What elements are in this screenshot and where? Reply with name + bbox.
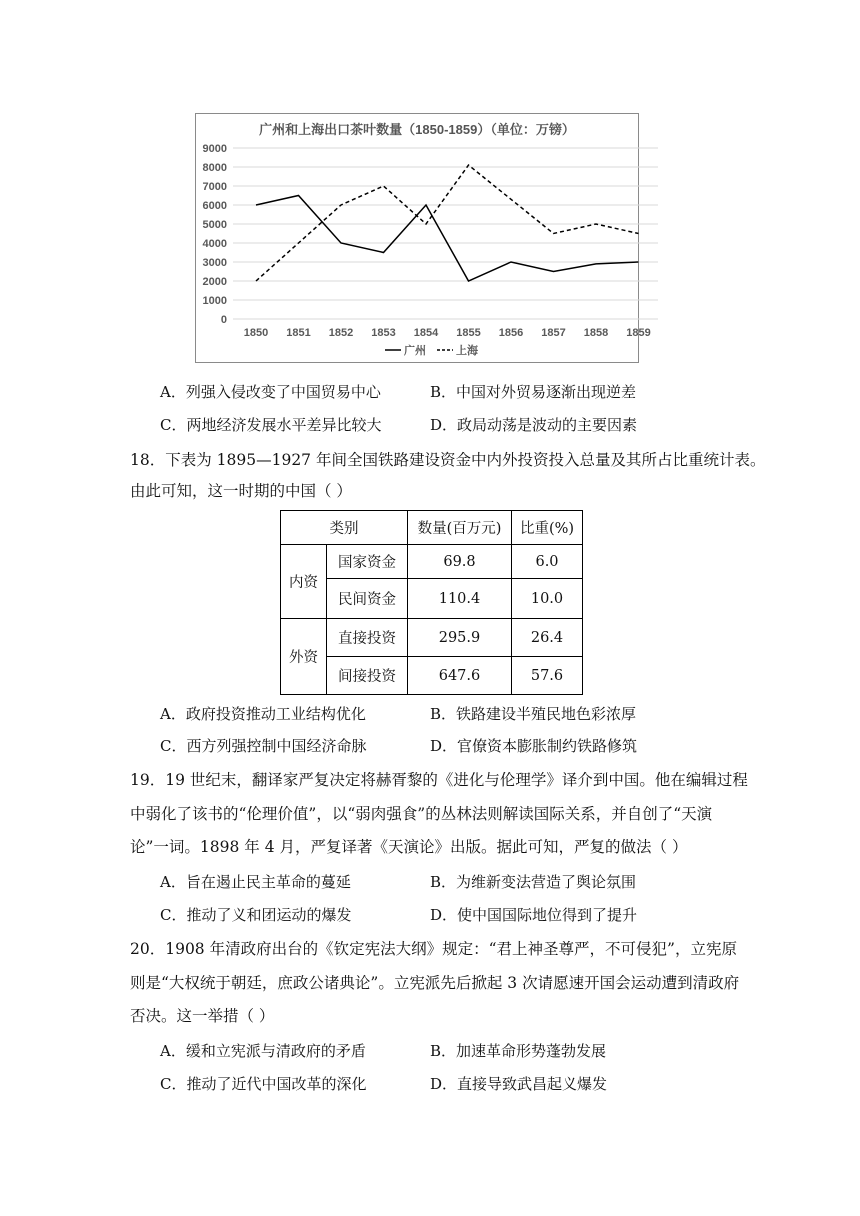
table-cell-ratio: 57.6 — [512, 657, 583, 695]
y-tick-label: 4000 — [202, 238, 227, 250]
y-tick-label: 5000 — [202, 219, 227, 231]
q20-option-c[interactable]: C．推动了近代中国改革的深化 — [160, 1075, 367, 1093]
tea-export-chart — [195, 113, 651, 363]
y-tick-label: 9000 — [202, 143, 227, 155]
table-cell-amount: 69.8 — [408, 545, 512, 579]
q18-option-c[interactable]: C．西方列强控制中国经济命脉 — [160, 737, 367, 755]
q18-option-a[interactable]: A．政府投资推动工业结构优化 — [160, 705, 366, 723]
q20-stem-line3: 否决。这一举措（ ） — [130, 1007, 275, 1025]
y-tick-label: 3000 — [202, 257, 227, 269]
q19-option-b[interactable]: B．为维新变法营造了舆论氛围 — [430, 873, 637, 891]
y-tick-label: 1000 — [202, 295, 227, 307]
q19-stem-line1: 19．19 世纪末，翻译家严复决定将赫胥黎的《进化与伦理学》译介到中国。他在编辑过程 — [130, 771, 748, 789]
x-tick-label: 1858 — [583, 327, 609, 339]
table-cell-sub: 直接投资 — [327, 619, 408, 657]
legend-label: 上海 — [456, 345, 478, 357]
x-tick-label: 1857 — [541, 327, 566, 339]
q17-option-a[interactable]: A．列强入侵改变了中国贸易中心 — [160, 383, 381, 401]
table-cell-sub: 间接投资 — [327, 657, 408, 695]
table-cell-ratio: 26.4 — [512, 619, 583, 657]
x-tick-label: 1854 — [413, 327, 439, 339]
x-tick-label: 1859 — [626, 327, 651, 339]
q20-stem-line2: 则是“大权统于朝廷，庶政公诸典论”。立宪派先后掀起 3 次请愿速开国会运动遭到清政府 — [130, 974, 740, 992]
q20-stem-line1: 20．1908 年清政府出台的《钦定宪法大纲》规定：“君上神圣尊严，不可侵犯”，立宪原 — [130, 940, 737, 958]
q20-option-a[interactable]: A．缓和立宪派与清政府的矛盾 — [160, 1042, 366, 1060]
x-tick-label: 1852 — [328, 327, 354, 339]
q18-stem-line2: 由此可知，这一时期的中国（ ） — [130, 482, 352, 500]
q17-option-b[interactable]: B．中国对外贸易逐渐出现逆差 — [430, 383, 637, 401]
q19-stem-line2: 中弱化了该书的“伦理价值”，以“弱肉强食”的丛林法则解读国际关系，并自创了“天演 — [130, 805, 713, 823]
table-header-amount: 数量(百万元) — [408, 511, 512, 545]
table-cell-sub: 民间资金 — [327, 579, 408, 619]
y-tick-label: 6000 — [202, 200, 227, 212]
q19-stem-line3: 论”一词。1898 年 4 月，严复译著《天演论》出版。据此可知，严复的做法（ ） — [130, 838, 688, 856]
q17-option-c[interactable]: C．两地经济发展水平差异比较大 — [160, 416, 382, 434]
q19-option-a[interactable]: A．旨在遏止民主革命的蔓延 — [160, 873, 351, 891]
y-tick-label: 8000 — [202, 162, 227, 174]
q20-option-b[interactable]: B．加速革命形势蓬勃发展 — [430, 1042, 607, 1060]
y-tick-label: 2000 — [202, 276, 227, 288]
table-cell-ratio: 10.0 — [512, 579, 583, 619]
series-line-上海 — [256, 165, 639, 281]
q18-option-d[interactable]: D．官僚资本膨胀制约铁路修筑 — [430, 737, 638, 755]
q19-option-d[interactable]: D．使中国国际地位得到了提升 — [430, 906, 638, 924]
x-tick-label: 1853 — [371, 327, 396, 339]
line-chart — [196, 114, 651, 362]
table-row — [281, 579, 583, 619]
q17-option-d[interactable]: D．政局动荡是波动的主要因素 — [430, 416, 638, 434]
series-line-广州 — [256, 196, 639, 282]
table-group-foreign: 外资 — [281, 619, 327, 695]
x-tick-label: 1851 — [286, 327, 311, 339]
table-cell-ratio: 6.0 — [512, 545, 583, 579]
x-tick-label: 1856 — [498, 327, 524, 339]
q18-stem-line1: 18．下表为 1895—1927 年间全国铁路建设资金中内外投资投入总量及其所占比重统计表。 — [130, 451, 766, 469]
table-row — [281, 545, 583, 579]
q18-option-b[interactable]: B．铁路建设半殖民地色彩浓厚 — [430, 705, 637, 723]
table-cell-amount: 295.9 — [408, 619, 512, 657]
q20-option-d[interactable]: D．直接导致武昌起义爆发 — [430, 1075, 608, 1093]
table-header-category: 类别 — [281, 511, 408, 545]
x-tick-label: 1855 — [456, 327, 481, 339]
table-row — [281, 657, 583, 695]
x-tick-label: 1850 — [243, 327, 269, 339]
table-cell-amount: 647.6 — [408, 657, 512, 695]
q19-option-c[interactable]: C．推动了义和团运动的爆发 — [160, 906, 352, 924]
table-cell-sub: 国家资金 — [327, 545, 408, 579]
y-tick-label: 0 — [220, 314, 227, 326]
table-cell-amount: 110.4 — [408, 579, 512, 619]
legend-label: 广州 — [404, 345, 426, 357]
table-group-domestic: 内资 — [281, 545, 327, 619]
table-row — [281, 619, 583, 657]
y-tick-label: 7000 — [202, 181, 227, 193]
table-header-ratio: 比重(%) — [512, 511, 583, 545]
chart-title: 广州和上海出口茶叶数量（1850-1859）（单位：万镑） — [259, 122, 575, 137]
railway-funding-table — [280, 510, 583, 695]
